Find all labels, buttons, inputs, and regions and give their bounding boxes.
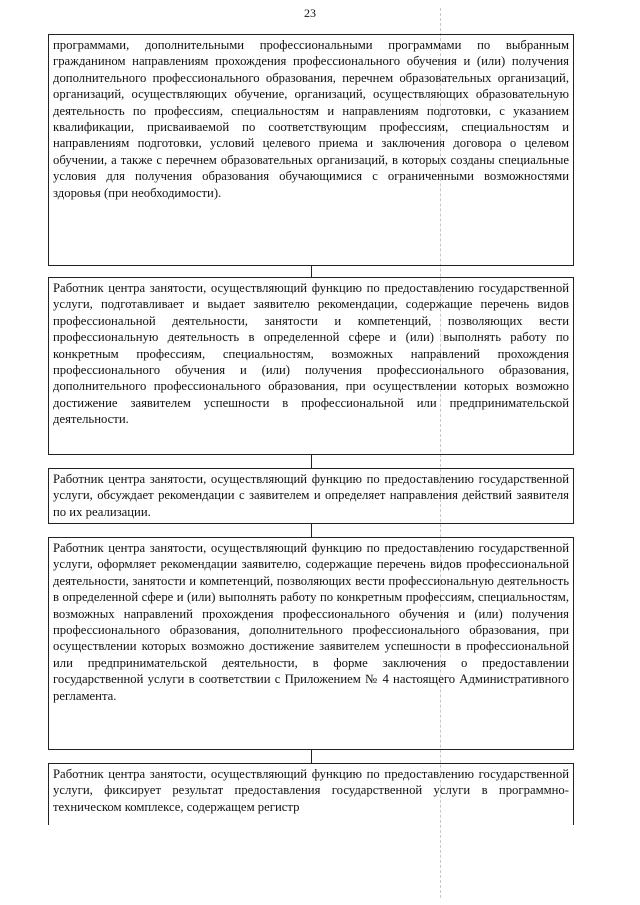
flowchart-block-formalize-recommendations: Работник центра занятости, осуществляющий функцию по предоставлению государственной услуги, оформляет рекомендации заявителю, содержащие перечень видов профессиональной деятельности, занятости и компетенций, позволяющих вести профессиональную деятельность в определенной сфере и (или) выполнять работу по конкретным профессиям, специальностям, возможных направлений прохождения профессионального обучения и (или) получения профессионального образования, дополнительного профессионального образования, при осуществлении которых возможно достижение заявителем успешности в профессиональной или предпринимательской деятельности, в форме заключения о предоставлении государственной услуги в соответствии с Приложением № 4 настоящего Административного регламента.: [48, 537, 574, 750]
flowchart-block-discuss-recommendations: Работник центра занятости, осуществляющий функцию по предоставлению государственной услуги, обсуждает рекомендации с заявителем и определяет направления действий заявителя по их реализации.: [48, 468, 574, 524]
flowchart-connector: [311, 266, 312, 277]
flowchart-connector: [311, 524, 312, 537]
page-number: 23: [304, 6, 316, 20]
flowchart-block-record-result: Работник центра занятости, осуществляющий функцию по предоставлению государственной услуги, фиксирует результат предоставления государственной услуги в программно-техническом комплексе, содержащем регистр: [48, 763, 574, 825]
flowchart-connector: [311, 750, 312, 763]
flowchart-connector: [311, 455, 312, 468]
flowchart-block-continuation: программами, дополнительными профессиональными программами по выбранным гражданином направлениям прохождения профессионального обучения и (или) получения дополнительного профессионального образования, перечнем образовательных организаций, организаций, осуществляющих обучение, организаций, осуществляющих образовательную деятельность по профессиям, специальностям и направлениям подготовки, с указанием квалификации, присваиваемой по соответствующим профессиям, специальностям и направлениям подготовки, условий целевого приема и заключения договора о целевом обучении, а также с перечнем образовательных организаций, в которых созданы специальные условия для получения образования обучающимися с ограниченными возможностями здоровья (при необходимости).: [48, 34, 574, 266]
flowchart-block-prepare-recommendations: Работник центра занятости, осуществляющий функцию по предоставлению государственной услуги, подготавливает и выдает заявителю рекомендации, содержащие перечень видов профессиональной деятельности, занятости и компетенций, позволяющих вести профессиональную деятельность в определенной сфере и (или) выполнять работу по конкретным профессиям, специальностям, возможных направлений прохождения профессионального обучения и (или) получения профессионального образования, дополнительного профессионального образования, при осуществлении которых возможно достижение заявителем успешности в профессиональной или предпринимательской деятельности.: [48, 277, 574, 455]
